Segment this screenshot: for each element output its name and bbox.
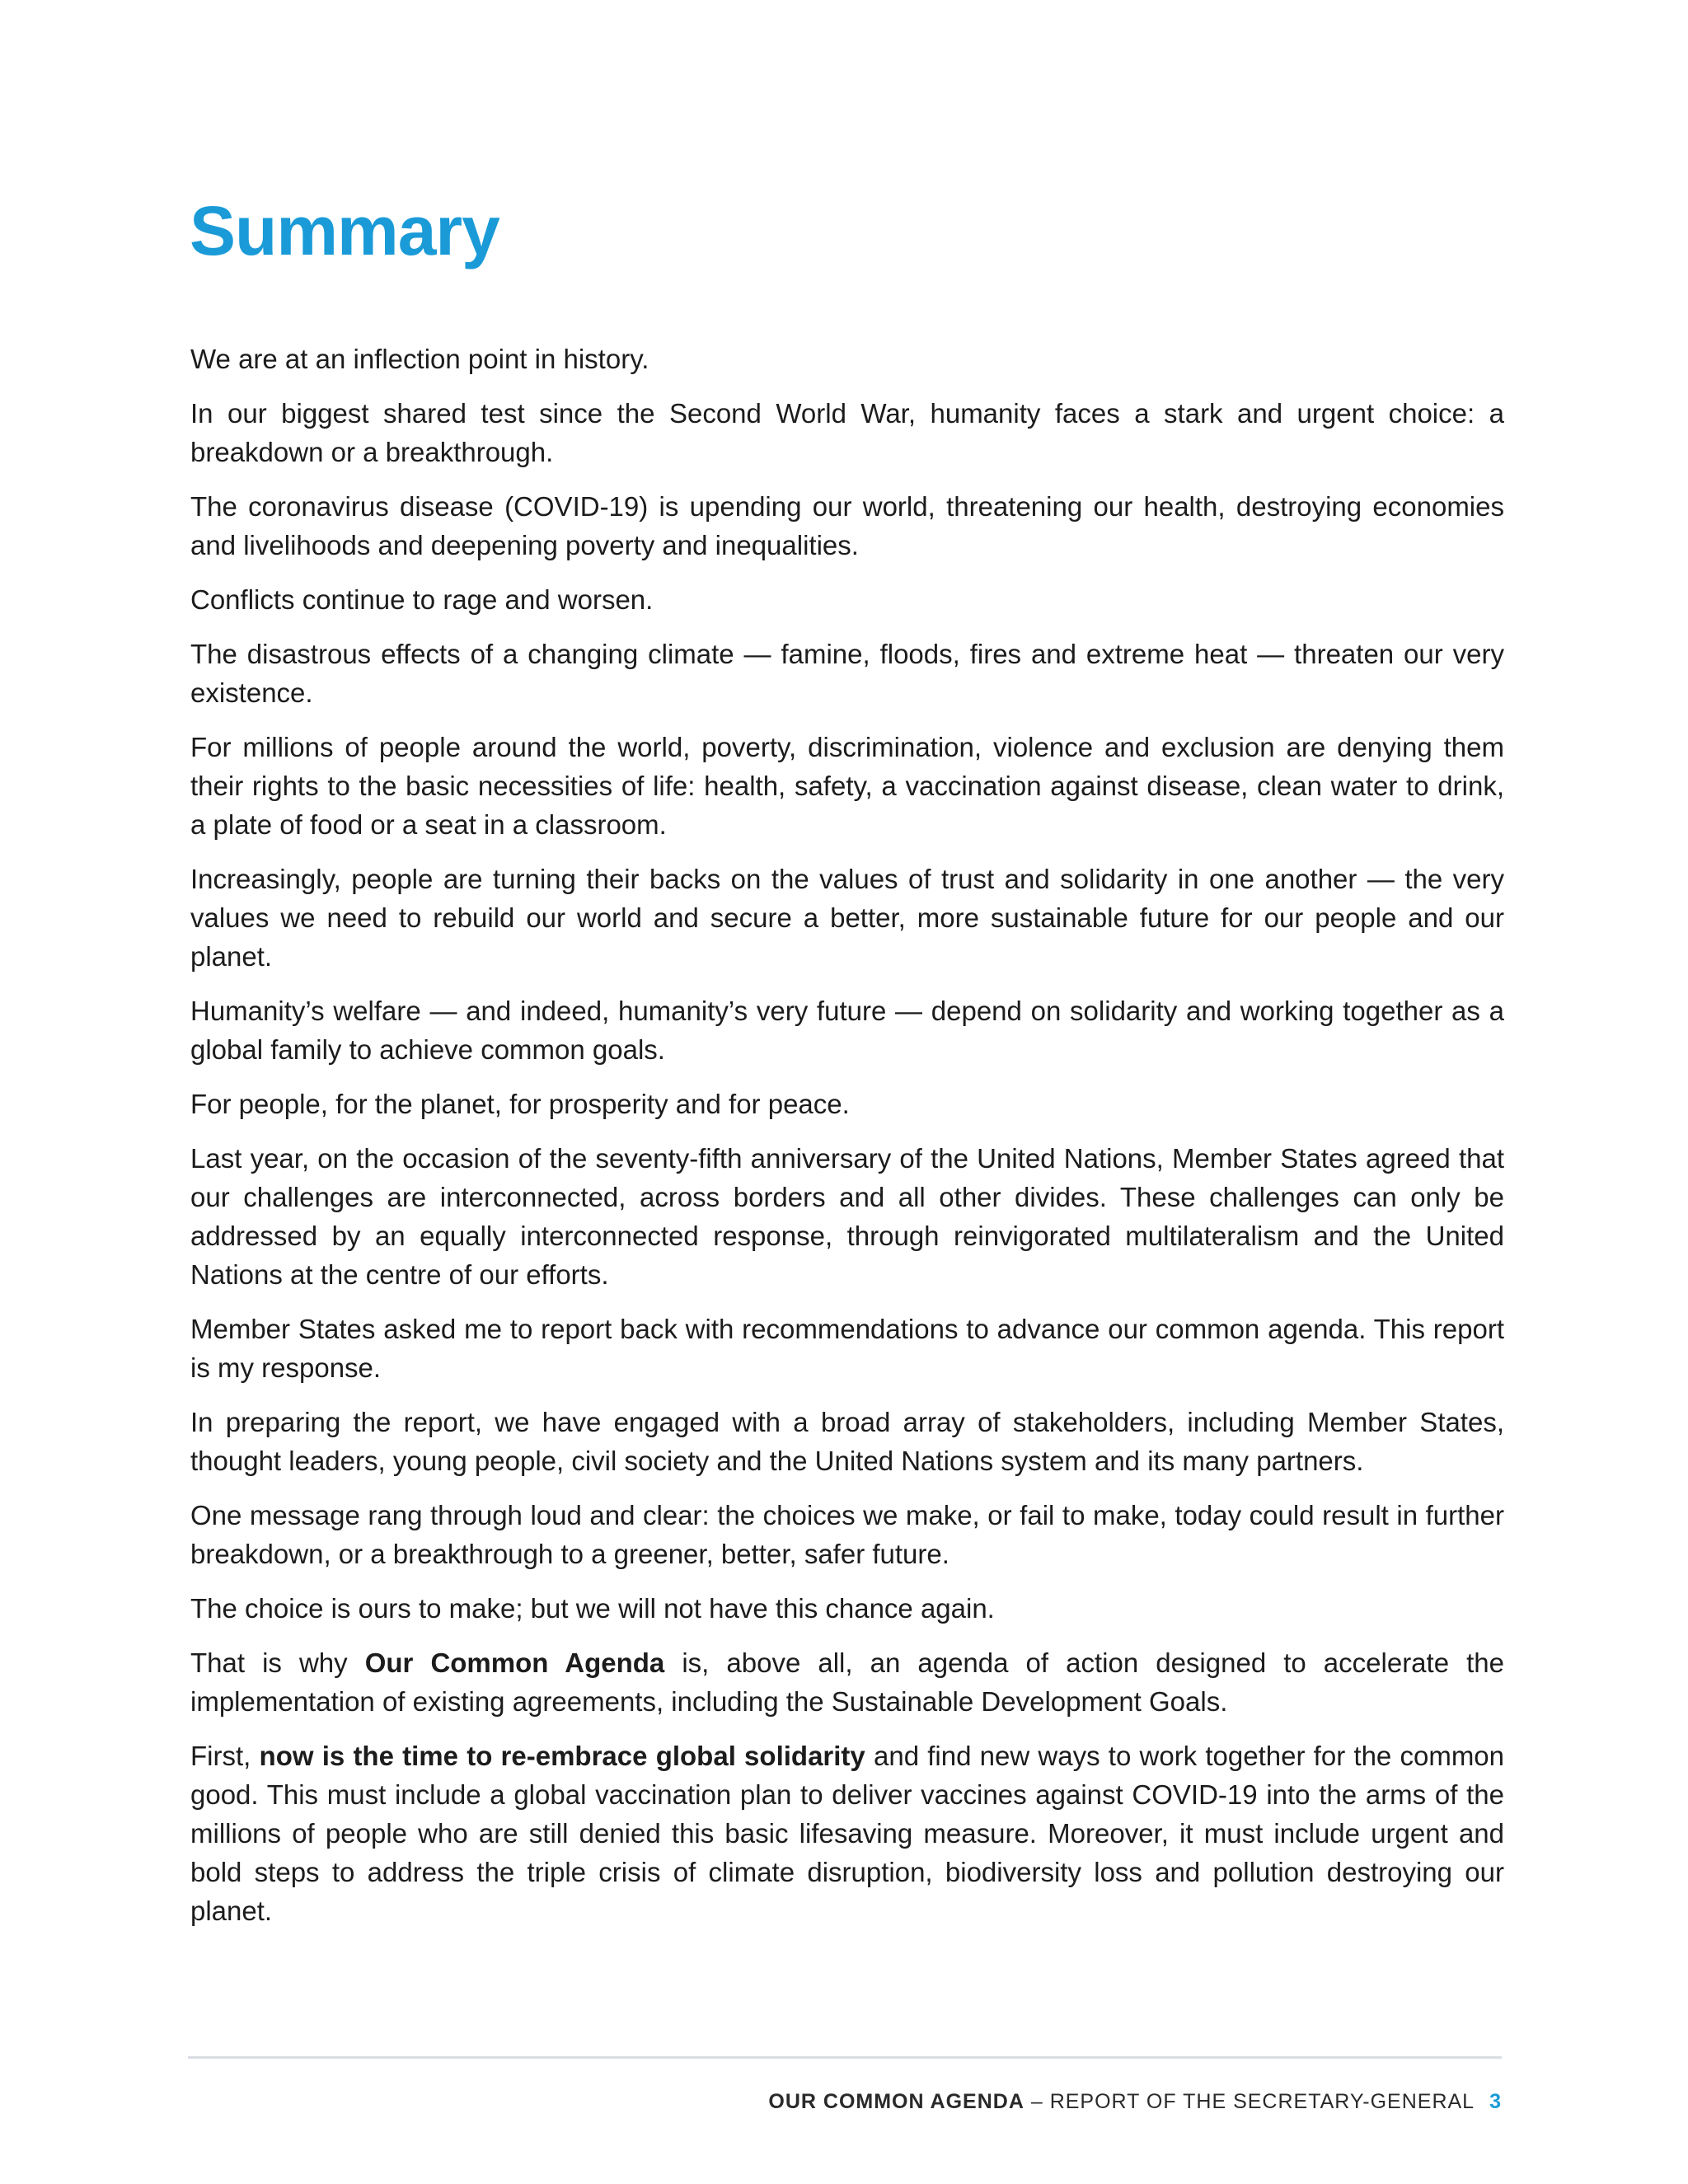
paragraph: Member States asked me to report back with recommendations to advance our common agenda. This report is my response. <box>190 1314 1504 1383</box>
paragraph <box>190 1736 1504 1930</box>
page-title: Summary <box>190 192 499 269</box>
footer-report-name: OUR COMMON AGENDA <box>768 2090 1025 2113</box>
emphasis-text: now is the time to re-embrace global solidarity <box>259 1741 865 1771</box>
paragraph-text: is, above all, an agenda of action designed to accelerate the implementation of existing agreements, including the Sustainable Development Goals. <box>190 1647 1504 1717</box>
paragraph: Conflicts continue to rage and worsen. <box>190 584 654 615</box>
page-number: 3 <box>1489 2090 1502 2113</box>
paragraph-text: First, <box>190 1741 260 1771</box>
paragraph: In our biggest shared test since the Second World War, humanity faces a stark and urgent choice: a breakdown or a breakthrough. <box>190 398 1504 467</box>
footer-separator: – <box>1024 2090 1050 2113</box>
paragraph-text: and find new ways to work together for the common good. This must include a global vaccination plan to deliver vaccines against COVID-19 into the arms of the millions of people who are still denied this basic lifesaving measure. Moreover, it must include urgent and bold steps to address the triple crisis of climate disruption, biodiversity loss and pollution destroying our planet. <box>190 1741 1505 1926</box>
footer-divider <box>188 2056 1502 2059</box>
paragraph: Humanity’s welfare — and indeed, humanity’s very future — depend on solidarity and working together as a global family to achieve common goals. <box>190 996 1504 1065</box>
paragraph: We are at an inflection point in history. <box>190 344 649 374</box>
paragraph: The coronavirus disease (COVID-19) is upending our world, threatening our health, destroying economies and livelihoods and deepening poverty and inequalities. <box>190 491 1504 560</box>
page-footer <box>768 2090 1502 2114</box>
emphasis-text: Our Common Agenda <box>364 1647 665 1678</box>
paragraph-text: That is why <box>190 1647 365 1678</box>
paragraph: In preparing the report, we have engaged with a broad array of stakeholders, including Member States, thought leaders, young people, civil society and the United Nations system and its many partners. <box>190 1407 1504 1476</box>
paragraph <box>190 1643 1504 1721</box>
paragraph: One message rang through loud and clear: the choices we make, or fail to make, today could result in further breakdown, or a breakthrough to a greener, better, safer future. <box>190 1500 1504 1569</box>
paragraph: For millions of people around the world, poverty, discrimination, violence and exclusion are denying them their rights to the basic necessities of life: health, safety, a vaccination against disease, clean water to drink, a plate of food or a seat in a classroom. <box>190 732 1504 840</box>
paragraph: Increasingly, people are turning their backs on the values of trust and solidarity in one another — the very values we need to rebuild our world and secure a better, more sustainable future for our people and our planet. <box>190 864 1504 972</box>
paragraph: Last year, on the occasion of the seventy-fifth anniversary of the United Nations, Member States agreed that our challenges are interconnected, across borders and all other divides. These challenges can only be addressed by an equally interconnected response, through reinvigorated multilateralism and the United Nations at the centre of our efforts. <box>190 1143 1504 1290</box>
footer-subtitle: REPORT OF THE SECRETARY-GENERAL <box>1049 2090 1475 2113</box>
summary-body <box>190 340 1504 1946</box>
paragraph: The disastrous effects of a changing climate — famine, floods, fires and extreme heat — threaten our very existence. <box>190 639 1504 708</box>
paragraph: For people, for the planet, for prosperity and for peace. <box>190 1089 850 1119</box>
paragraph: The choice is ours to make; but we will not have this chance again. <box>190 1593 995 1624</box>
